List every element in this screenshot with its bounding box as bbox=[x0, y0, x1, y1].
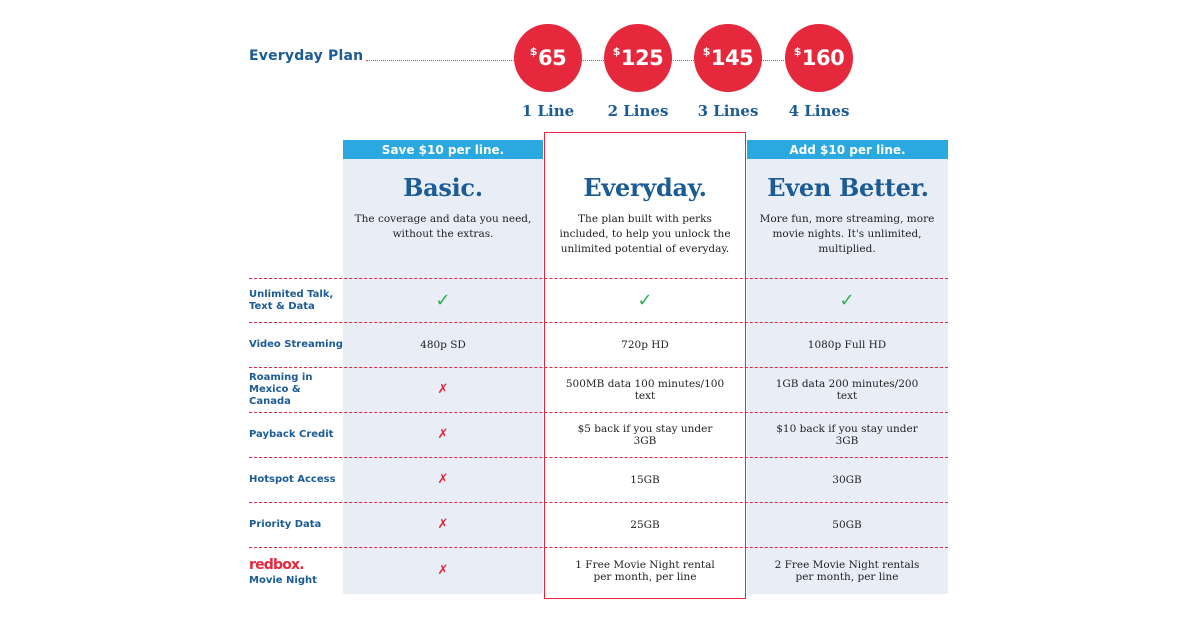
feature-cell bbox=[545, 503, 745, 547]
lines-label-4: 4 Lines bbox=[788, 102, 850, 120]
feature-label-payback-credit bbox=[249, 413, 344, 457]
feature-value: 25GB bbox=[630, 519, 660, 531]
price-amount: 65 bbox=[537, 46, 567, 70]
price-amount: 160 bbox=[801, 46, 845, 70]
feature-value: 1 Free Movie Night rental per month, per line bbox=[575, 559, 715, 583]
feature-label-roaming bbox=[249, 368, 344, 412]
feature-cell bbox=[545, 548, 745, 594]
feature-cell bbox=[545, 323, 745, 367]
feature-label-text: Unlimited Talk, Text & Data bbox=[249, 288, 334, 312]
price-amount: 145 bbox=[710, 46, 754, 70]
feature-cell bbox=[545, 279, 745, 323]
feature-value: 1GB data 200 minutes/200 text bbox=[775, 378, 919, 402]
feature-value: 1080p Full HD bbox=[807, 339, 887, 351]
price-amount: 125 bbox=[620, 46, 664, 70]
lines-label-1: 1 Line bbox=[521, 102, 575, 120]
checkmark-icon: ✓ bbox=[435, 290, 451, 311]
redbox-logo: redbox. bbox=[249, 557, 304, 573]
plan-desc-even-better: More fun, more streaming, more movie nights. It's unlimited, multiplied. bbox=[759, 213, 935, 255]
feature-cell bbox=[343, 279, 543, 323]
feature-label-text: Video Streaming bbox=[249, 339, 343, 350]
price-currency: $ bbox=[793, 45, 801, 58]
checkmark-icon: ✓ bbox=[839, 290, 855, 311]
plan-title: Everyday Plan bbox=[249, 48, 364, 64]
feature-cell bbox=[747, 413, 947, 457]
lines-label-2: 2 Lines bbox=[607, 102, 669, 120]
lines-label-3: 3 Lines bbox=[697, 102, 759, 120]
feature-cell bbox=[747, 323, 947, 367]
price-circle-2-lines bbox=[604, 24, 672, 92]
feature-value: 720p HD bbox=[621, 339, 669, 351]
feature-label-movie-night: Movie Night bbox=[249, 575, 317, 586]
feature-label-text: Roaming in Mexico & Canada bbox=[249, 372, 313, 407]
cross-icon: ✗ bbox=[437, 563, 449, 578]
price-currency: $ bbox=[702, 45, 710, 58]
feature-label-text: Priority Data bbox=[249, 519, 322, 530]
price-currency: $ bbox=[612, 45, 620, 58]
feature-label-text: Payback Credit bbox=[249, 429, 334, 440]
feature-cell bbox=[343, 323, 543, 367]
feature-value: 50GB bbox=[832, 519, 862, 531]
feature-cell bbox=[747, 503, 947, 547]
feature-cell bbox=[747, 548, 947, 594]
feature-value: 480p SD bbox=[420, 339, 466, 351]
cross-icon: ✗ bbox=[437, 427, 449, 442]
feature-value: 500MB data 100 minutes/100 text bbox=[565, 378, 725, 402]
even-better-banner: Add $10 per line. bbox=[747, 140, 948, 159]
plan-name-everyday: Everyday. bbox=[583, 173, 707, 202]
price-circle-1-line bbox=[514, 24, 582, 92]
basic-banner: Save $10 per line. bbox=[343, 140, 543, 159]
feature-cell bbox=[343, 548, 543, 594]
feature-value: 30GB bbox=[832, 474, 862, 486]
feature-cell bbox=[343, 368, 543, 412]
feature-value: $5 back if you stay under 3GB bbox=[577, 423, 713, 447]
feature-cell bbox=[747, 368, 947, 412]
cross-icon: ✗ bbox=[437, 472, 449, 487]
feature-label-hotspot bbox=[249, 458, 344, 502]
feature-cell bbox=[545, 413, 745, 457]
price-currency: $ bbox=[529, 45, 537, 58]
feature-value: 15GB bbox=[630, 474, 660, 486]
feature-label-text: Hotspot Access bbox=[249, 474, 336, 485]
feature-cell bbox=[545, 458, 745, 502]
cross-icon: ✗ bbox=[437, 382, 449, 397]
price-circle-3-lines bbox=[694, 24, 762, 92]
cross-icon: ✗ bbox=[437, 517, 449, 532]
price-circle-4-lines bbox=[785, 24, 853, 92]
feature-cell bbox=[343, 503, 543, 547]
feature-cell bbox=[747, 279, 947, 323]
feature-cell bbox=[747, 458, 947, 502]
feature-value: $10 back if you stay under 3GB bbox=[776, 423, 918, 447]
checkmark-icon: ✓ bbox=[637, 290, 653, 311]
feature-cell bbox=[545, 368, 745, 412]
feature-label-priority-data bbox=[249, 503, 344, 547]
feature-value: 2 Free Movie Night rentals per month, per line bbox=[774, 559, 920, 583]
plan-name-basic: Basic. bbox=[403, 173, 483, 202]
feature-label-talk-text-data bbox=[249, 279, 344, 322]
plan-name-even-better: Even Better. bbox=[767, 173, 929, 202]
feature-cell bbox=[343, 458, 543, 502]
plan-desc-basic: The coverage and data you need, without the extras. bbox=[354, 213, 532, 240]
feature-cell bbox=[343, 413, 543, 457]
plan-desc-everyday: The plan built with perks included, to help you unlock the unlimited potential of everyday. bbox=[559, 213, 731, 255]
feature-label-video-streaming bbox=[249, 323, 344, 367]
